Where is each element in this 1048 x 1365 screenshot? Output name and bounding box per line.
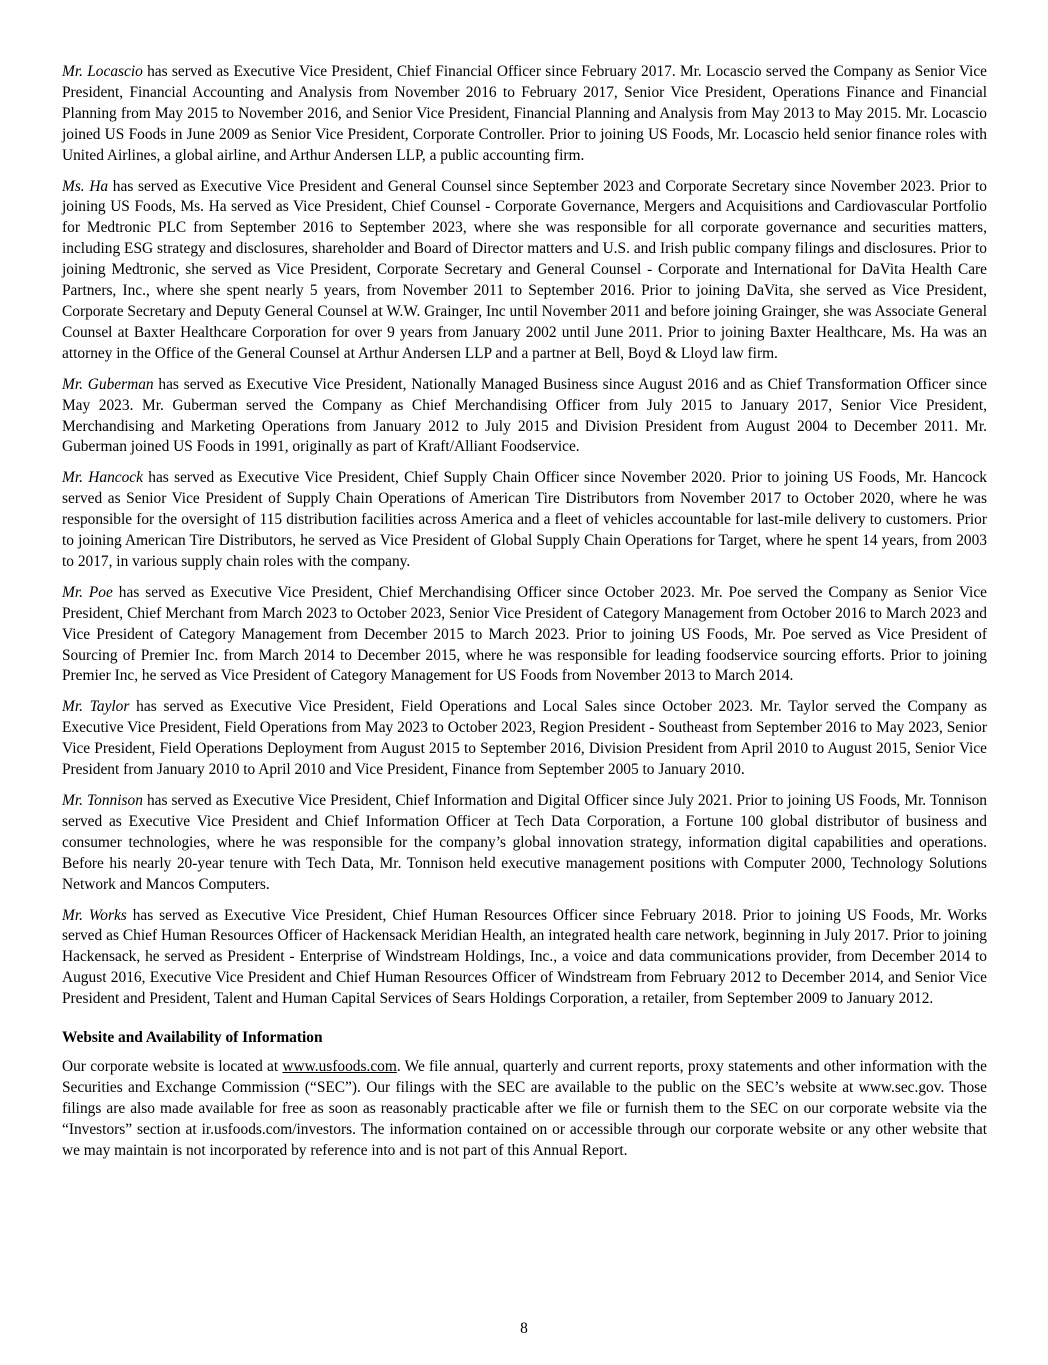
bio-name: Mr. Poe [62, 583, 113, 601]
bio-name: Mr. Tonnison [62, 792, 143, 809]
bio-text: has served as Executive Vice President, Chief Merchandising Officer since October 2023. Mr. Poe served the Company as Senior Vice President, Chief Merchant from March 2023 to October 2023, Senior Vice President of Category Management from October 2016 to March 2023 and Vice President of Category Management from December 2015 to March 2023. Prior to joining US Foods, Mr. Poe served as Vice President of Sourcing of Premier Inc. from March 2014 to December 2015, where he was responsible for leading foodservice sourcing efforts. Prior to joining Premier Inc, he served as Vice President of Category Management for US Foods from November 2013 to March 2014. [62, 583, 987, 685]
bio-text: has served as Executive Vice President, Chief Human Resources Officer since February 2018. Prior to joining US Foods, Mr. Works served as Chief Human Resources Officer of Hackensack Meridian Health, an integrated health care network, beginning in July 2017. Prior to joining Hackensack, he served as President - Enterprise of Windstream Holdings, Inc., a voice and data communications provider, from December 2014 to August 2016, Executive Vice President and Chief Human Resources Officer of Windstream from February 2012 to December 2014, and Senior Vice President and President, Talent and Human Capital Services of Sears Holdings Corporation, a retailer, from September 2009 to January 2012. [62, 906, 987, 1008]
bio-text: has served as Executive Vice President, Chief Supply Chain Officer since November 2020. Prior to joining US Foods, Mr. Hancock served as Senior Vice President of Supply Chain Operations of American Tire Distributors from November 2017 to October 2020, where he was responsible for the oversight of 115 distribution facilities across America and a fleet of vehicles accountable for last-mile delivery to customers. Prior to joining American Tire Distributors, he served as Vice President of Global Supply Chain Operations for Target, where he spent 14 years, from 2003 to 2017, in various supply chain roles with the company. [62, 469, 987, 570]
website-text-before: Our corporate website is located at [62, 1057, 283, 1075]
bio-text: has served as Executive Vice President and General Counsel since September 2023 and Corporate Secretary since November 2023. Prior to joining US Foods, Ms. Ha served as Vice President, Chief Counsel - Corporate Governance, Mergers and Acquisitions and Cardiovascular Portfolio for Medtronic PLC from September 2016 to September 2023, where she was responsible for all corporate governance and securities matters, including ESG strategy and disclosures, shareholder and Board of Director matters and U.S. and Irish public company filings and disclosures. Prior to joining Medtronic, she served as Vice President, Corporate Secretary and General Counsel - Corporate and International for DaVita Health Care Partners, Inc., where she spent nearly 5 years, from November 2011 to September 2016. Prior to joining DaVita, she served as Vice President, Corporate Secretary and Deputy General Counsel at W.W. Grainger, Inc until November 2011 and before joining Grainger, she was Associate General Counsel at Baxter Healthcare Corporation for over 9 years from January 2002 until June 2011. Prior to joining Baxter Healthcare, Ms. Ha was an attorney in the Office of the General Counsel at Arthur Andersen LLP and a partner at Bell, Boyd & Lloyd law firm. [62, 177, 987, 362]
bio-tonnison [62, 791, 987, 896]
bio-poe [62, 583, 987, 688]
section-heading: Website and Availability of Information [62, 1029, 323, 1047]
bio-name: Mr. Hancock [62, 469, 143, 487]
bio-ha [62, 177, 987, 365]
bio-text: has served as Executive Vice President, Field Operations and Local Sales since October 2023. Mr. Taylor served the Company as Executive Vice President, Field Operations from May 2023 to October 2023, Region President - Southeast from September 2016 to May 2023, Senior Vice President, Field Operations Deployment from August 2015 to September 2016, Division President from April 2010 to August 2015, Senior Vice President from January 2010 to April 2010 and Vice President, Finance from September 2005 to January 2010. [62, 698, 987, 779]
corporate-website-link[interactable]: www.usfoods.com [282, 1057, 397, 1075]
bio-name: Mr. Locascio [62, 63, 143, 80]
page-number: 8 [520, 1320, 528, 1337]
bio-name: Mr. Guberman [62, 375, 154, 393]
website-paragraph [62, 1057, 987, 1162]
document-page [62, 62, 987, 1172]
bio-text: has served as Executive Vice President, Chief Financial Officer since February 2017. Mr. Locascio served the Company as Senior Vice President, Financial Accounting and Analysis from November 2016 to February 2017, Senior Vice President, Operations Finance and Financial Planning from May 2015 to November 2016, and Senior Vice President, Financial Planning and Analysis from May 2013 to May 2015. Mr. Locascio joined US Foods in June 2009 as Senior Vice President, Corporate Controller. Prior to joining US Foods, Mr. Locascio held senior finance roles with United Airlines, a global airline, and Arthur Andersen LLP, a public accounting firm. [62, 63, 987, 164]
bio-works [62, 906, 987, 1011]
website-text-after: . We file annual, quarterly and current reports, proxy statements and other information with the Securities and Exchange Commission (“SEC”). Our filings with the SEC are available to the public on the SEC’s website at www.sec.gov. Those filings are also made available for free as soon as reasonably practicable after we file or furnish them to the SEC on our corporate website via the “Investors” section at ir.usfoods.com/investors. The information contained on or accessible through our corporate website or any other website that we may maintain is not incorporated by reference into and is not part of this Annual Report. [62, 1057, 987, 1159]
bio-text: has served as Executive Vice President, Nationally Managed Business since August 2016 and as Chief Transformation Officer since May 2023. Mr. Guberman served the Company as Chief Merchandising Officer from July 2015 to January 2017, Senior Vice President, Merchandising and Marketing Operations from January 2012 to July 2015 and Division President from August 2004 to December 2011. Mr. Guberman joined US Foods in 1991, originally as part of Kraft/Alliant Foodservice. [62, 375, 987, 456]
bio-locascio [62, 62, 987, 167]
bio-taylor [62, 697, 987, 781]
bio-name: Mr. Works [62, 906, 127, 924]
bio-name: Ms. Ha [62, 177, 109, 195]
bio-hancock [62, 468, 987, 573]
bio-text: has served as Executive Vice President, Chief Information and Digital Officer since July 2021. Prior to joining US Foods, Mr. Tonnison served as Executive Vice President and Chief Information Officer at Tech Data Corporation, a Fortune 100 global distributor of business and consumer technologies, where he was responsible for the company’s global innovation strategy, information digital capabilities and operations. Before his nearly 20-year tenure with Tech Data, Mr. Tonnison held executive management positions with Computer 2000, Technology Solutions Network and Mancos Computers. [62, 792, 987, 893]
bio-guberman [62, 375, 987, 459]
bio-name: Mr. Taylor [62, 698, 130, 716]
